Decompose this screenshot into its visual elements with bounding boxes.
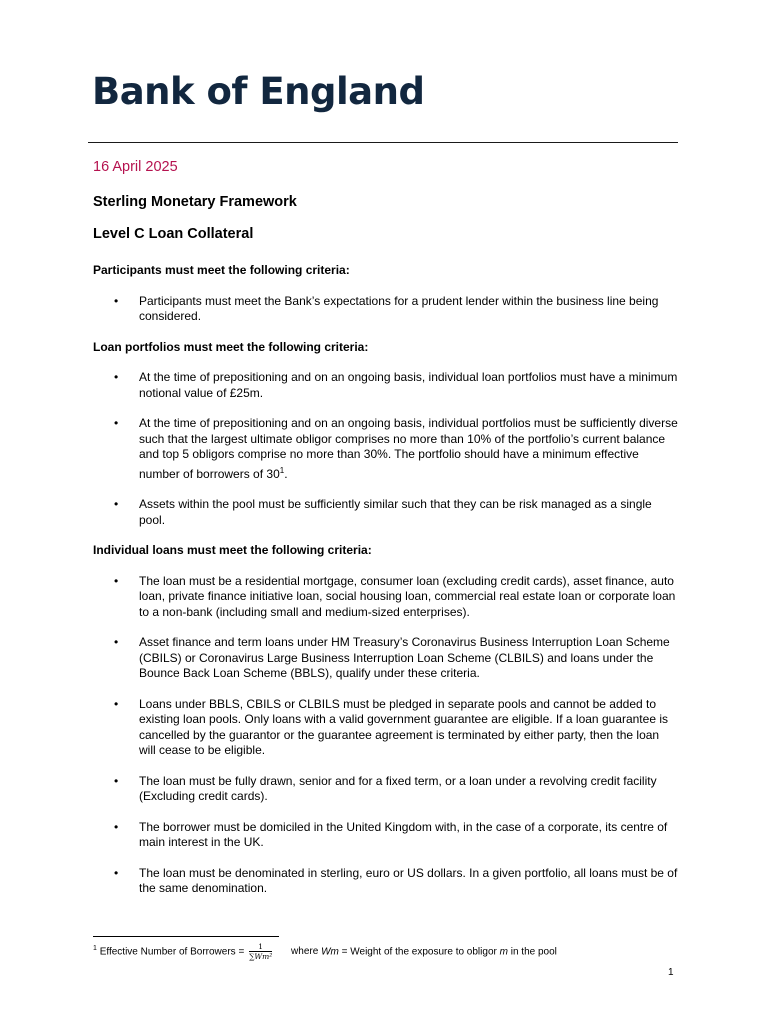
- section-heading-participants: Participants must meet the following criteria:: [93, 263, 350, 277]
- footnote-weight-symbol: Wm: [321, 946, 339, 958]
- list-item: [93, 820, 679, 851]
- footnote-obligor-symbol: m: [499, 946, 508, 958]
- bullet-icon: •: [114, 865, 119, 880]
- loan-portfolio-criteria-list: [93, 370, 679, 528]
- list-item-text: The loan must be fully drawn, senior and for a fixed term, or a loan under a revolving credit facility (Excluding credit cards).: [139, 773, 657, 803]
- list-item-text: The borrower must be domiciled in the United Kingdom with, in the case of a corporate, its centre of main interest in the UK.: [139, 819, 668, 849]
- header-divider: [88, 142, 678, 143]
- formula-denominator: ∑Wm²: [249, 952, 273, 962]
- footnote-label: Effective Number of Borrowers =: [99, 946, 245, 958]
- list-item-text: Participants must meet the Bank’s expectations for a prudent lender within the business line being considered.: [139, 293, 659, 323]
- bullet-icon: •: [114, 696, 119, 711]
- list-item: [93, 497, 679, 528]
- list-item: [93, 635, 679, 682]
- bullet-icon: •: [114, 370, 119, 384]
- bullet-icon: •: [114, 293, 119, 308]
- document-date: 16 April 2025: [93, 159, 178, 175]
- bullet-icon: •: [114, 773, 119, 788]
- section-heading-loan-portfolios: Loan portfolios must meet the following criteria:: [93, 339, 369, 354]
- participants-criteria-list: [93, 294, 679, 325]
- effective-borrowers-formula: [249, 942, 272, 961]
- list-item: [93, 370, 679, 401]
- footnote-where-mid: = Weight of the exposure to obligor: [341, 946, 497, 958]
- page-number: 1: [668, 967, 674, 978]
- list-item: [93, 294, 679, 325]
- bullet-icon: •: [114, 635, 119, 649]
- document-body: [93, 159, 679, 912]
- formula-numerator: 1: [249, 942, 272, 952]
- list-item-text: Assets within the pool must be sufficiently similar such that they can be risk managed as a single pool.: [139, 497, 652, 527]
- list-item-text: At the time of prepositioning and on an ongoing basis, individual portfolios must be sufficiently diverse such that the largest ultimate obligor comprises no more than 10% of the portfolio’s current balance and top 5 obligors comprise no more than 30%. The portfolio should have a minimum effective number of borrowers of 30: [139, 416, 678, 481]
- list-item-text: The loan must be a residential mortgage, consumer loan (excluding credit cards), asset finance, auto loan, private finance initiative loan, social housing loan, commercial real estate loan or corporate loan to a non-bank (including small and medium-sized enterprises).: [139, 573, 676, 619]
- list-item: [93, 866, 679, 897]
- list-item-text: Loans under BBLS, CBILS or CLBILS must be pledged in separate pools and cannot be added to existing loan pools. Only loans with a valid government guarantee are eligible. If a loan guarantee is cancelled by the guarantor or the guarantee agreement is terminated by either party, then the loan will cease to be eligible.: [139, 696, 668, 757]
- bullet-icon: •: [114, 416, 119, 430]
- list-item: [93, 574, 679, 621]
- sentence-end: .: [284, 466, 288, 481]
- list-item: [93, 416, 679, 482]
- list-item-text: The loan must be denominated in sterling, euro or US dollars. In a given portfolio, all loans must be of the same denomination.: [139, 865, 678, 895]
- bank-of-england-logo: Bank of England: [92, 70, 425, 113]
- bullet-icon: •: [114, 819, 119, 834]
- list-item: [93, 774, 679, 805]
- document-title: Sterling Monetary Framework: [93, 194, 297, 210]
- list-item: [93, 697, 679, 759]
- list-item-text: At the time of prepositioning and on an ongoing basis, individual loan portfolios must have a minimum notional value of £25m.: [139, 370, 678, 400]
- section-heading-individual-loans: Individual loans must meet the following criteria:: [93, 543, 372, 557]
- footnote: [93, 942, 679, 961]
- footnote-where-suffix: in the pool: [510, 946, 557, 958]
- footnote-divider: [93, 936, 279, 937]
- bullet-icon: •: [114, 497, 119, 511]
- individual-loan-criteria-list: [93, 574, 679, 897]
- footnote-reference[interactable]: 1: [279, 465, 285, 475]
- list-item-text: Asset finance and term loans under HM Treasury’s Coronavirus Business Interruption Loan Scheme (CBILS) or Coronavirus Large Business Interruption Loan Scheme (CLBILS) and loans under the Bounce Back Loan Scheme (BBLS), qualify under these criteria.: [139, 635, 670, 680]
- bullet-icon: •: [114, 573, 119, 588]
- footnote-where-prefix: where: [291, 946, 319, 958]
- document-subtitle: Level C Loan Collateral: [93, 226, 254, 242]
- footnote-marker: 1: [93, 945, 97, 952]
